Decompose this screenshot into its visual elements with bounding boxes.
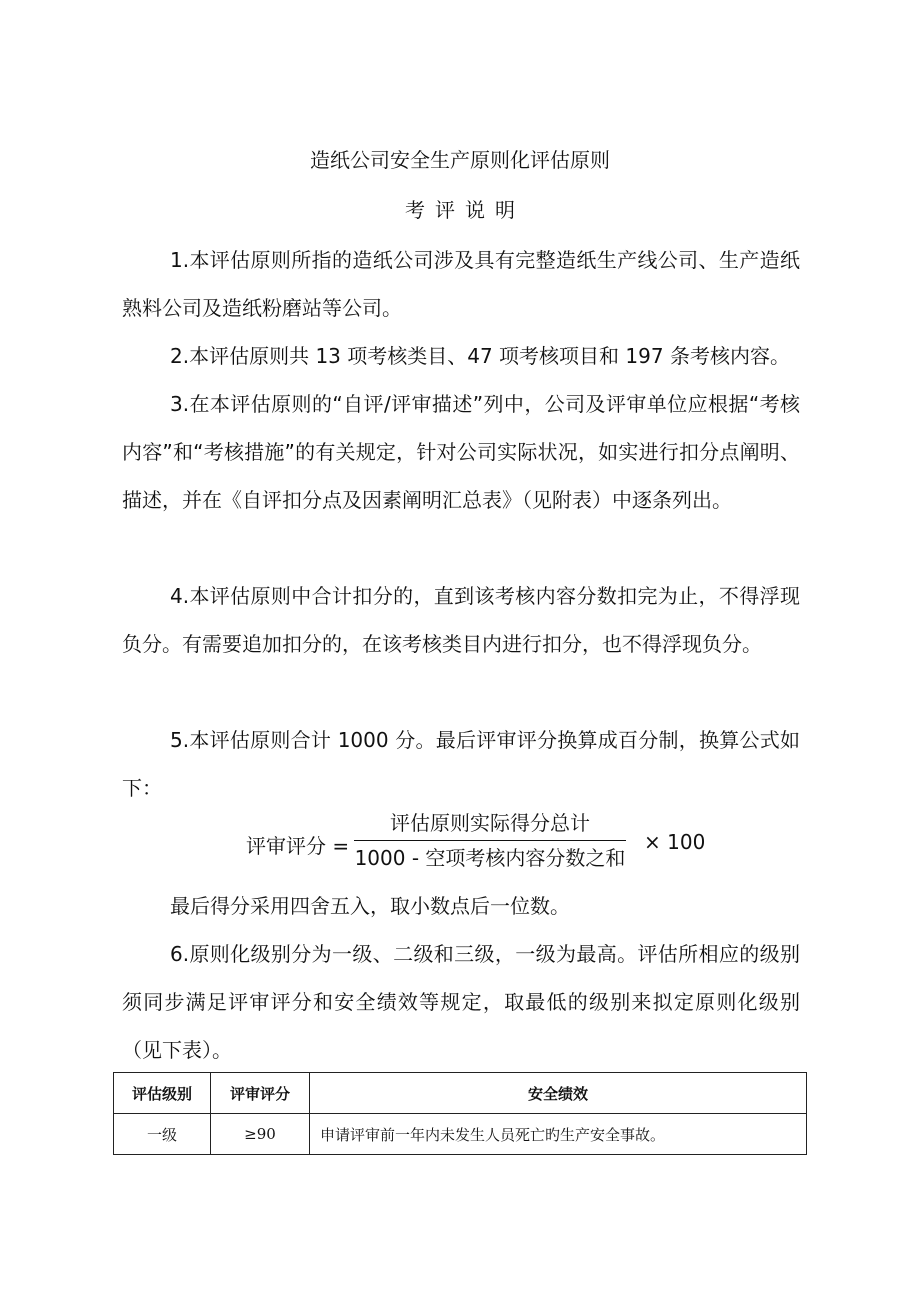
- table-header-row: [114, 1073, 807, 1114]
- section-subtitle: 考评说明: [405, 198, 525, 222]
- table-row: [114, 1114, 807, 1155]
- formula-rhs: × 100: [644, 830, 706, 854]
- paragraph-6: 最后得分采用四舍五入，取小数点后一位数。: [170, 894, 570, 918]
- paragraph-2: 2.本评估原则共 13 项考核类目、47 项考核项目和 197 条考核内容。: [170, 344, 790, 368]
- header-score: 评审评分: [211, 1073, 310, 1114]
- grade-table: [113, 1072, 807, 1155]
- cell-performance: 申请评审前一年内未发生人员死亡旳生产安全事故。: [310, 1114, 807, 1155]
- paragraph-3: 3.在本评估原则的“自评/评审描述”列中，公司及评审单位应根据“考核内容”和“考核措施”的有关规定，针对公司实际状况，如实进行扣分点阐明、描述，并在《自评扣分点及因素阐明汇总表》（见附表）中逐条列出。: [122, 392, 800, 512]
- header-performance: 安全绩效: [310, 1073, 807, 1114]
- fraction-bar: [354, 840, 626, 841]
- paragraph-1: 1.本评估原则所指的造纸公司涉及具有完整造纸生产线公司、生产造纸熟料公司及造纸粉磨站等公司。: [122, 248, 800, 320]
- formula-fraction: [354, 808, 626, 873]
- cell-grade: 一级: [114, 1114, 211, 1155]
- formula-numerator: 评估原则实际得分总计: [390, 811, 590, 835]
- formula-denominator: 1000 - 空项考核内容分数之和: [354, 846, 626, 870]
- header-grade: 评估级别: [114, 1073, 211, 1114]
- cell-score: ≥90: [211, 1114, 310, 1155]
- document-title: 造纸公司安全生产原则化评估原则: [310, 148, 610, 172]
- paragraph-4: 4.本评估原则中合计扣分的，直到该考核内容分数扣完为止，不得浮现负分。有需要追加扣分的，在该考核类目内进行扣分，也不得浮现负分。: [122, 584, 800, 656]
- score-formula: [240, 808, 740, 876]
- formula-lhs: 评审评分 =: [246, 834, 350, 858]
- paragraph-5: 5.本评估原则合计 1000 分。最后评审评分换算成百分制，换算公式如下：: [122, 728, 800, 800]
- paragraph-7: 6.原则化级别分为一级、二级和三级，一级为最高。评估所相应的级别须同步满足评审评分和安全绩效等规定，取最低的级别来拟定原则化级别（见下表）。: [122, 942, 800, 1062]
